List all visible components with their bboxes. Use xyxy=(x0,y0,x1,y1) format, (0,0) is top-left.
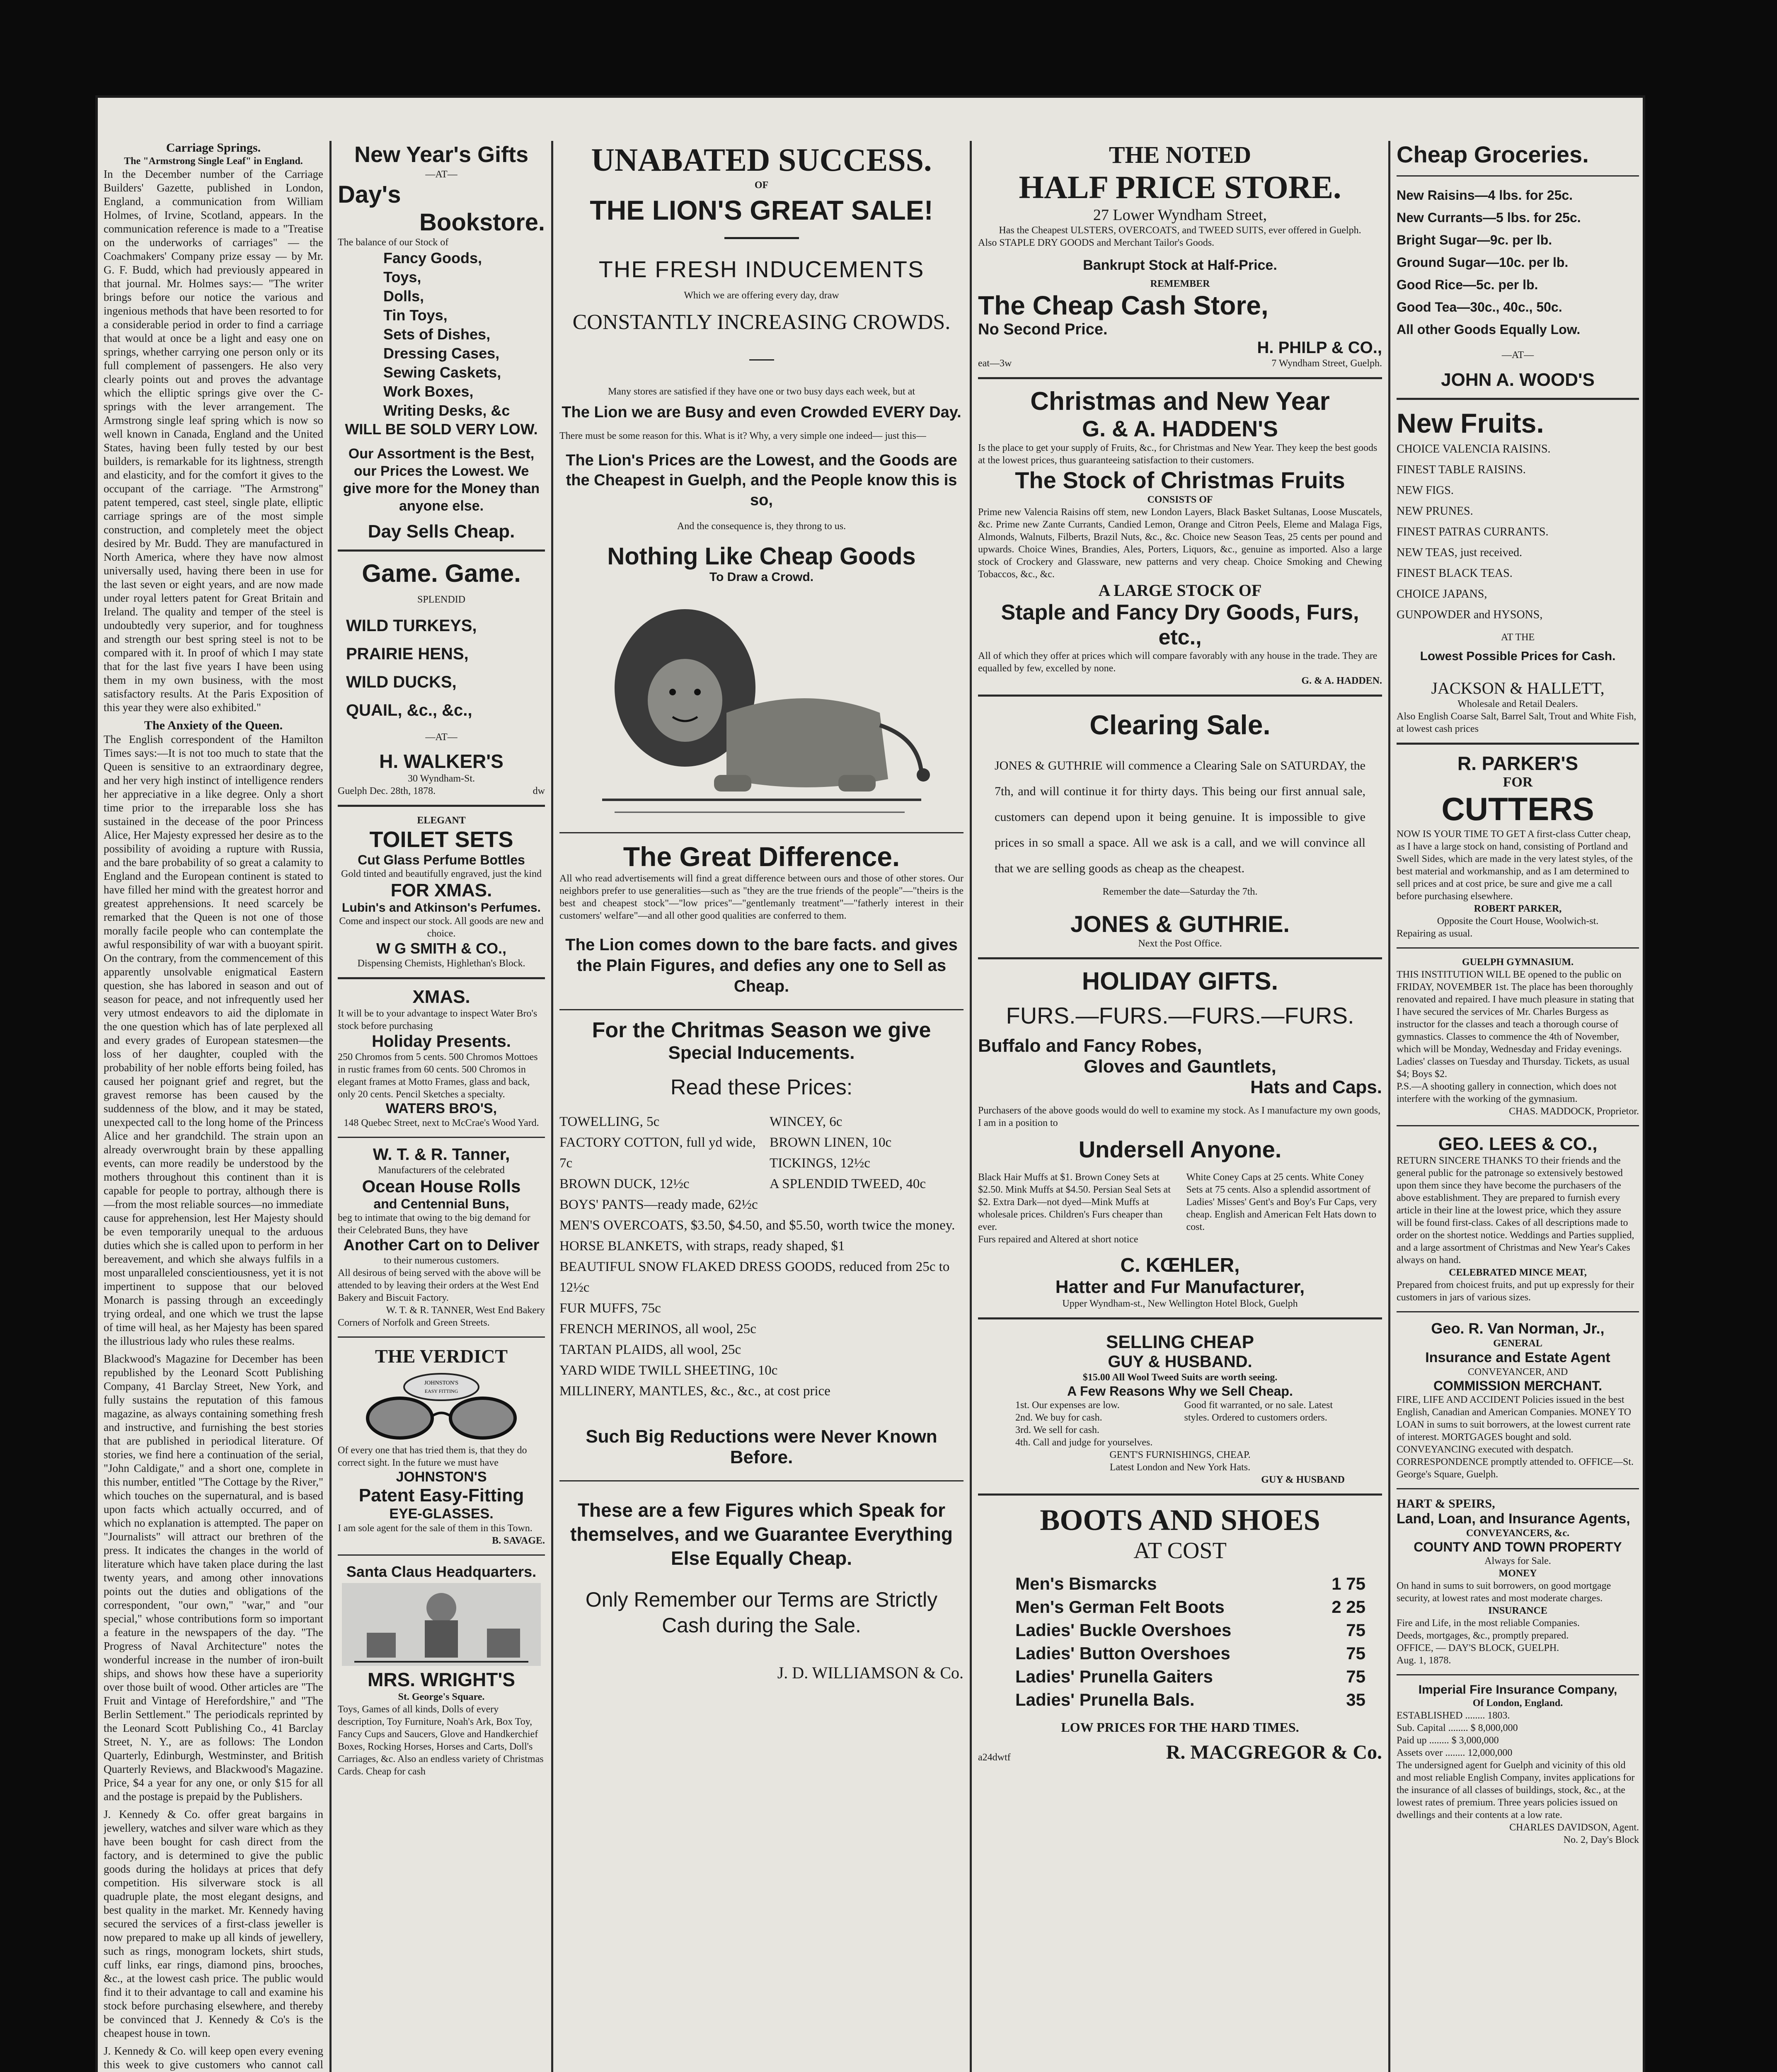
list-item: Ladies' Prunella Bals. 35 xyxy=(1015,1690,1365,1709)
ad-headline: G. & A. HADDEN'S xyxy=(1082,416,1278,441)
ad-headline: Only Remember our Terms are Strictly Cash during the Sale. xyxy=(585,1588,938,1637)
ad-headline: HALF PRICE STORE. xyxy=(1019,169,1341,205)
ad-title: JOHNSTON'S xyxy=(396,1469,487,1485)
price-item: MILLINERY, MANTLES, &c., &c., at cost price xyxy=(559,1384,830,1399)
list-item: Good Tea—30c., 40c., 50c. xyxy=(1397,300,1562,315)
ad-text: Corners of Norfolk and Green Streets. xyxy=(338,1317,490,1328)
article-heading: Carriage Springs. xyxy=(166,141,261,155)
list-item: 4th. Call and judge for yourselves. xyxy=(1015,1437,1153,1448)
ad-title: Santa Claus Headquarters. xyxy=(346,1563,537,1580)
ad-headline: GEO. LEES & CO., xyxy=(1438,1134,1598,1154)
ad-text: White Coney Caps at 25 cents. White Coney Sets at 75 cents. Also a splendid assortment of Ladies' Misses' Gent's and Boy's Fur Caps, very cheap. English and American Felt Hats down to cost. xyxy=(1186,1172,1377,1232)
ad-text: Assets over ........ 12,000,000 xyxy=(1397,1748,1513,1758)
ad-text: THIS INSTITUTION WILL BE opened to the public on FRIDAY, NOVEMBER 1st. The place has been thoroughly renovated and repaired. I have much pleasure in stating that I have secured the services of Mr. Charles Burgess as instructor for the classes and teach a thorough course of gymnastics. Classes to commence the 4th of November, which will be Monday, Wednesday and Friday evenings. Ladies' classes on Tuesday and Thursday. Tickets, as usual $4; Boys $2. xyxy=(1397,969,1634,1080)
list-item: Toys, xyxy=(383,269,421,286)
list-item: Tin Toys, xyxy=(383,307,448,324)
list-item: NEW TEAS, just received. xyxy=(1397,546,1523,559)
santa-claus-illustration xyxy=(342,1583,541,1666)
ad-text: Is the place to get your supply of Fruits, &c., for Christmas and New Year. They keep the best goods at the lowest prices, thus guaranteeing satisfaction to their customers. xyxy=(978,443,1378,466)
ad-text: Our Assortment is the Best, our Prices the Lowest. We give more for the Money than anyone else. xyxy=(343,446,540,514)
ad-title: Patent Easy-Fitting xyxy=(358,1485,524,1506)
list-item: All other Goods Equally Low. xyxy=(1397,322,1581,337)
ad-headline: The Stock of Christmas Fruits xyxy=(1015,467,1345,493)
ad-text: P.S.—A shooting gallery in connection, which does not interfere with the working of the gymnasium. xyxy=(1397,1081,1617,1104)
price-item: YARD WIDE TWILL SHEETING, 10c xyxy=(559,1363,778,1378)
ad-text: 30 Wyndham-St. xyxy=(407,773,475,784)
price-item: BEAUTIFUL SNOW FLAKED DRESS GOODS, reduced from 25c to 12½c xyxy=(559,1259,950,1295)
ad-headline: CUTTERS xyxy=(1441,791,1594,827)
list-item: GUNPOWDER and HYSONS, xyxy=(1397,608,1543,621)
list-item: Ladies' Buckle Overshoes 75 xyxy=(1015,1620,1365,1640)
list-item: NEW PRUNES. xyxy=(1397,505,1473,518)
ad-footer xyxy=(978,357,1382,370)
ad-code: eat—3w xyxy=(978,358,1012,369)
ad-signature: W. T. & R. TANNER, West End Bakery xyxy=(386,1305,545,1316)
price-item: TICKINGS, 12½c xyxy=(770,1156,870,1171)
ad-headline: HOLIDAY GIFTS. xyxy=(1082,967,1278,995)
list-item: Sewing Caskets, xyxy=(383,364,501,381)
ad-footer xyxy=(338,785,545,797)
ad-headline: JONES & GUTHRIE. xyxy=(1070,911,1290,937)
column-ads-right xyxy=(1397,141,1639,2072)
ad-title: XMAS. xyxy=(412,987,470,1007)
ad-headline: Undersell Anyone. xyxy=(1078,1136,1282,1162)
ad-headline: R. PARKER'S xyxy=(1457,753,1578,774)
price-item: FACTORY COTTON, full yd wide, 7c xyxy=(559,1135,756,1171)
ad-text: SPLENDID xyxy=(417,594,465,605)
price-item: FRENCH MERINOS, all wool, 25c xyxy=(559,1322,756,1336)
ad-text: Latest London and New York Hats. xyxy=(1109,1462,1251,1473)
ad-text: Always for Sale. xyxy=(1484,1556,1551,1566)
list-item: Ground Sugar—10c. per lb. xyxy=(1397,255,1569,270)
ad-headline: These are a few Figures which Speak for themselves, and we Guarantee Everything Else Equally Cheap. xyxy=(570,1499,953,1569)
column-rule xyxy=(551,141,553,2072)
list-item: Writing Desks, &c xyxy=(383,402,510,419)
ad-headline: Special Inducements. xyxy=(668,1043,855,1063)
list-item: QUAIL, &c., &c., xyxy=(346,701,472,719)
ad-text: I am sole agent for the sale of them in this Town. xyxy=(338,1523,533,1534)
list-item: Dressing Cases, xyxy=(383,345,500,362)
ad-title: FOR XMAS. xyxy=(390,880,492,900)
ad-text: CONVEYANCERS, &c. xyxy=(1466,1528,1570,1539)
ad-headline: FURS.—FURS.—FURS.—FURS. xyxy=(1006,1002,1354,1029)
ad-address: 7 Wyndham Street, Guelph. xyxy=(1271,358,1382,369)
ad-headline: AT COST xyxy=(1133,1538,1227,1564)
ad-text: ESTABLISHED ........ 1803. xyxy=(1397,1710,1510,1721)
price-item: MEN'S OVERCOATS, $3.50, $4.50, and $5.50, worth twice the money. xyxy=(559,1218,955,1233)
ad-text: Gloves and Gauntlets, xyxy=(1084,1056,1276,1077)
ad-headline: JACKSON & HALLETT, xyxy=(1431,679,1605,697)
list-item: FINEST TABLE RAISINS. xyxy=(1397,463,1526,476)
price-item: TOWELLING, 5c xyxy=(559,1114,660,1129)
price-item: HORSE BLANKETS, with straps, ready shaped, $1 xyxy=(559,1239,845,1254)
ad-text: There must be some reason for this. What is it? Why, a very simple one indeed— just this— xyxy=(559,431,926,441)
ad-signature: CHAS. MADDOCK, Proprietor. xyxy=(1508,1106,1639,1117)
ad-headline: The Great Difference. xyxy=(623,841,900,872)
ad-headline: THE NOTED xyxy=(1109,141,1252,168)
ad-headline: CONSTANTLY INCREASING CROWDS. xyxy=(572,310,951,334)
ad-text: CONSISTS OF xyxy=(1147,494,1213,505)
ad-text: Buffalo and Fancy Robes, xyxy=(978,1036,1202,1056)
column-rule xyxy=(970,141,972,2072)
ad-headline: Imperial Fire Insurance Company, xyxy=(1418,1683,1617,1697)
ad-text: Of London, England. xyxy=(1472,1698,1563,1709)
ad-text: Manufacturers of the celebrated xyxy=(378,1165,505,1176)
list-item: Dolls, xyxy=(383,288,424,305)
ad-headline: HART & SPEIRS, xyxy=(1397,1497,1495,1510)
ad-text: RETURN SINCERE THANKS TO their friends and the general public for the patronage so extensively bestowed upon them since they have become the purchasers of the above establishment. They are prepared to furnish every article in their line at the lowest price, which they assure will be found first-class. Cakes of all descriptions made to order on the shortest notice. Weddings and Parties supplied, and a large assortment of Christmas and New Year's Cakes always on hand. xyxy=(1397,1155,1634,1266)
ad-item-list xyxy=(338,249,545,420)
ad-text: A Few Reasons Why we Sell Cheap. xyxy=(1067,1384,1293,1399)
ad-title: MRS. WRIGHT'S xyxy=(368,1669,515,1690)
ad-address: No. 2, Day's Block xyxy=(1563,1835,1639,1845)
ad-text: Many stores are satisfied if they have one or two busy days each week, but at xyxy=(608,386,915,397)
ad-text: Fire and Life, in the most reliable Companies. xyxy=(1397,1618,1580,1629)
ad-text: Cut Glass Perfume Bottles xyxy=(358,852,525,867)
ad-text: 250 Chromos from 5 cents. 500 Chromos Mottoes in rustic frames from 60 cents. 500 Chromos in elegant frames at Motto Frames, glass and back, only 20 cents. Pencil Sketches a specialty. xyxy=(338,1052,538,1100)
ad-signature: R. MACGREGOR & Co. xyxy=(1166,1741,1382,1763)
price-item: TARTAN PLAIDS, all wool, 25c xyxy=(559,1342,741,1357)
badge-text: JOHNSTON'S xyxy=(424,1380,459,1386)
ad-text: to their numerous customers. xyxy=(383,1255,499,1266)
article-text: In the December number of the Carriage Builders' Gazette, published in London, England, a communication from William Holmes, of Irvine, Scotland, appears. In the communication reference is made to a "Treatise on the underworks of carriages" — the Coachmakers' Company prize essay — by Mr. G. F. Budd, which had previously appeared in that journal. Mr. Holmes says:— "The writer brings before our notice the various and ingenious methods that have been resorted to for a considerable period in order to find a carriage that would at once be a light and easy one on springs, whether carrying one person only or its full complement of passengers. He also very clearly points out and proves the advantage which the elliptic springs give over the C-springs with the lever arrangement. The Armstrong single leaf spring which is now so well known in Canada, England and the United States, having been fully tested by our best builders, is remarkable for its lightness, strength and elasticity, and for the comfort it gives to the occupant of the carriage. "The Armstrong" patent tempered, cast steel, single plate, elliptic carriage springs are of the most simple construction, and completely meet the object desired by Mr. Budd. They are manufactured in North America, where they have now almost universally used, having there been in use for the last seven or eight years, and are now made under royal letters patent for Great Britain and Ireland. The quality and temper of the steel is undoubtedly very superior, and for toughness and strength our best spring steel is not to be compared with it. In proof of which I may state that for the last five years I have been using them in my own business, with the most satisfactory results. At the Paris Exposition of this year they were also exhibited." xyxy=(104,168,323,714)
ad-signature: G. & A. HADDEN. xyxy=(1301,675,1382,686)
ad-text: The Lion's Prices are the Lowest, and the Goods are the Cheapest in Guelph, and the People know this is so, xyxy=(566,452,957,509)
ad-text: The balance of our Stock of xyxy=(338,237,449,248)
ad-headline: Hatter and Fur Manufacturer, xyxy=(1055,1277,1305,1297)
list-item: NEW FIGS. xyxy=(1397,484,1454,497)
list-item: Fancy Goods, xyxy=(383,249,482,266)
ad-text: St. George's Square. xyxy=(398,1692,485,1702)
ad-headline: Read these Prices: xyxy=(670,1075,853,1099)
ad-text: Furs repaired and Altered at short notice xyxy=(978,1234,1138,1245)
ad-title: Another Cart on to Deliver xyxy=(343,1237,540,1254)
ad-text: FOR xyxy=(1503,775,1533,790)
ad-text: Sub. Capital ........ $ 8,000,000 xyxy=(1397,1723,1518,1733)
ad-text: LOW PRICES FOR THE HARD TIMES. xyxy=(1061,1720,1299,1735)
ad-headline: COUNTY AND TOWN PROPERTY xyxy=(1414,1539,1622,1554)
ad-headline: Nothing Like Cheap Goods xyxy=(607,543,916,570)
ad-text: All of which they offer at prices which will compare favorably with any house in the trade. They are equalled by few, excelled by none. xyxy=(978,651,1378,674)
ad-headline: Clearing Sale. xyxy=(1089,709,1271,740)
list-item: PRAIRIE HENS, xyxy=(346,645,469,663)
ad-signature: CHARLES DAVIDSON, Agent. xyxy=(1509,1822,1639,1833)
ad-text: Hats and Caps. xyxy=(1250,1077,1382,1097)
article-text: J. Kennedy & Co. will keep open every evening this week to give customers who cannot call xyxy=(104,2045,323,2071)
ad-text: Of every one that has tried them is, that they do correct sight. In the future we must have xyxy=(338,1445,527,1468)
ad-text: Next the Post Office. xyxy=(1138,938,1222,949)
ad-text: To Draw a Crowd. xyxy=(709,570,814,584)
ad-text: Which we are offering every day, draw xyxy=(684,290,839,301)
list-item: Good Rice—5c. per lb. xyxy=(1397,277,1538,292)
guy-husband-ad xyxy=(1015,1332,1345,1486)
ad-text: The undersigned agent for Guelph and vicinity of this old and most reliable English Company, invites applications for the insurance of all classes of buildings, stock, &c., at the lowest rates of premium. Three years policies issued on dwellings and their contents at a low rate. xyxy=(1397,1760,1635,1820)
ad-headline: C. KŒHLER, xyxy=(1120,1254,1240,1276)
ad-title: TOILET SETS xyxy=(369,827,513,852)
ad-text: WILL BE SOLD VERY LOW. xyxy=(345,421,538,438)
ad-text: The Lion we are Busy and even Crowded EVERY Day. xyxy=(562,404,961,421)
price-item: FUR MUFFS, 75c xyxy=(559,1301,661,1316)
column-lion-sale xyxy=(559,141,964,2072)
ad-text: Gold tinted and beautifully engraved, just the kind xyxy=(341,869,542,879)
ad-text: Lubin's and Atkinson's Perfumes. xyxy=(342,901,541,915)
ad-text: On hand in sums to suit borrowers, on good mortgage security, at lowest rates and most moderate charges. xyxy=(1397,1581,1611,1604)
ad-text: GENERAL xyxy=(1493,1338,1542,1349)
ad-headline: Christmas and New Year xyxy=(1030,387,1330,416)
ad-title: H. WALKER'S xyxy=(379,750,504,772)
ad-text: FIRE, LIFE AND ACCIDENT Policies issued in the best English, Canadian and American Companies. MONEY TO LOAN in sums to suit borrowers, at the lowest current rate of interest. MORTGAGES bought and sold. CONVEYANCING executed with despatch. CORRESPONDENCE promptly attended to. OFFICE—St. George's Square, Guelph. xyxy=(1397,1394,1634,1480)
article-text: The English correspondent of the Hamilton Times says:—It is not too much to state that the Queen is sensitive to an extraordinary degree, and her very high instinct of intelligence renders her appreciative in a like degree. Only a short time prior to the irreparable loss she has sustained in the decease of the poor Princess Alice, Her Majesty expressed her desire as to the possibility of avoiding a rupture with Russia, and the bare probability of so great a calamity to England and the European continent is stated to have filled her mind with the greatest horror and greatest apprehensions. It need scarcely be remarked that the Queen is not one of those morally facile people who can contemplate the awful responsibility of war with a buoyant spirit. On the contrary, from the commencement of this apparently unsolvable enigmatical Eastern question, she has labored in season and out of season for peace, and not infrequently used her very utmost endeavors to aid the diplomate in the one question which has of late perplexed all and every grades of European statesmen—the loss of her daughter, coupled with the probability of her noble efforts being foiled, has caused her poignant grief and regret, but the gravest remorse has been caused by the suddenness of the blow, and it may be stated, unexpected call to the long home of the Princess Alice and her grandchild. The strain upon an already overwrought brain by these appalling events, can more readily be understood by the mothers throughout this continent than it is capable for people to portray, although there is—from the most reliable sources—no immediate cause for apprehension, lest Her Majesty should be even temporarily unequal to the arduous duties which she is called upon to perform in her bereavement, and which she always fulfils in a most unparalleled conscientiousness, yet it is not impertinent to suppose that our beloved Monarch is passing through an exceedingly trying ordeal, and one which we trust the lapse of time will heal, as her Majesty has been spared the illustrious lady who rules these realms. xyxy=(104,733,323,1347)
list-item: 3rd. We sell for cash. xyxy=(1015,1425,1099,1435)
ad-title: Ocean House Rolls xyxy=(362,1176,521,1196)
ad-signature: H. PHILP & CO., xyxy=(1257,339,1382,357)
ad-text: Black Hair Muffs at $1. Brown Coney Sets at $2.50. Mink Muffs at $4.50. Persian Seal Sets at $2. Extra Dark—not dyed—Mink Muffs at wholesale prices. Children's Furs cheaper than ever. xyxy=(978,1172,1171,1232)
ad-text: No Second Price. xyxy=(978,321,1108,338)
ad-text: Bankrupt Stock at Half-Price. xyxy=(1083,257,1277,273)
ad-signature: GUY & HUSBAND xyxy=(1261,1474,1345,1485)
ad-title: Day's xyxy=(338,181,401,208)
lion-illustration xyxy=(590,588,934,825)
ad-title: Holiday Presents. xyxy=(372,1032,511,1051)
list-item: FINEST PATRAS CURRANTS. xyxy=(1397,525,1549,538)
ad-text: MONEY xyxy=(1499,1568,1537,1579)
ad-text: —AT— xyxy=(425,732,458,743)
fur-price-list xyxy=(978,1171,1382,1233)
ad-text: Remember the date—Saturday the 7th. xyxy=(1102,886,1258,897)
ad-text: OFFICE, — DAY'S BLOCK, GUELPH. xyxy=(1397,1643,1559,1653)
ad-text: Wholesale and Retail Dealers. xyxy=(1457,699,1578,709)
ad-headline: SELLING CHEAP xyxy=(1106,1332,1254,1352)
ad-title: EYE-GLASSES. xyxy=(389,1506,494,1522)
ad-text: CONVEYANCER, AND xyxy=(1467,1367,1568,1377)
list-item: FINEST BLACK TEAS. xyxy=(1397,567,1513,580)
ad-headline: GUY & HUSBAND. xyxy=(1108,1353,1252,1371)
ad-text: All desirous of being served with the above will be attended to by leaving their orders at the West End Bakery and Biscuit Factory. xyxy=(338,1268,541,1303)
eyeglasses-illustration xyxy=(354,1370,528,1441)
ad-headline: UNABATED SUCCESS. xyxy=(591,142,932,178)
ad-text: and Centennial Buns, xyxy=(373,1196,509,1211)
ad-signature: ROBERT PARKER, xyxy=(1474,903,1562,914)
ad-title: Game. Game. xyxy=(362,559,521,587)
ad-text: And the consequence is, they throng to us. xyxy=(677,521,846,532)
list-item: Bright Sugar—9c. per lb. xyxy=(1397,232,1552,247)
list-item: 1st. Our expenses are low. xyxy=(1015,1400,1120,1411)
price-item: WINCEY, 6c xyxy=(770,1114,843,1129)
ad-headline: Insurance and Estate Agent xyxy=(1425,1350,1610,1365)
list-item: WILD TURKEYS, xyxy=(346,617,477,635)
ad-headline: THE FRESH INDUCEMENTS xyxy=(598,256,925,282)
ad-text: Prime new Valencia Raisins off stem, new London Layers, Black Basket Sultanas, Loose Muscatels, &c. Prime new Zante Currants, Candied Lemon, Orange and Citron Peels, Eleme and Malaga Figs, Almonds, Walnuts, Filberts, Brazil Nuts, &c., &c. Choice new Season Teas, 25 cents per pound and upwards. Choice Wines, Brandies, Ales, Porters, Liquors, &c., genuine as imported. Also a large stock of Crockery and Glassware, new patterns and very cheap. Choice Smoking and Chewing Tobaccos, &c., &c. xyxy=(978,507,1382,580)
ad-headline: Such Big Reductions were Never Known Before. xyxy=(586,1426,937,1467)
ad-title: WATERS BRO'S, xyxy=(385,1101,497,1116)
ad-headline: Geo. R. Van Norman, Jr., xyxy=(1431,1320,1605,1337)
list-item: Men's German Felt Boots 2 25 xyxy=(1015,1597,1365,1617)
list-item: New Raisins—4 lbs. for 25c. xyxy=(1397,188,1573,203)
ad-text: GENT'S FURNISHINGS, CHEAP. xyxy=(1109,1450,1251,1460)
ad-headline: COMMISSION MERCHANT. xyxy=(1433,1378,1603,1393)
price-list-two-column xyxy=(559,1111,964,1215)
ad-text: Prepared from choicest fruits, and put up expressly for their customers in jars of various sizes. xyxy=(1397,1280,1634,1303)
ad-text: CELEBRATED MINCE MEAT, xyxy=(1449,1267,1587,1278)
ad-text: Repairing as usual. xyxy=(1397,928,1473,939)
ad-text: 27 Lower Wyndham Street, xyxy=(1093,206,1267,224)
svg-text:EASY FITTING: EASY FITTING xyxy=(424,1388,458,1394)
ad-text: OF xyxy=(754,180,769,191)
ad-code: dw xyxy=(533,786,545,796)
ad-text: Dispensing Chemists, Highlethan's Block. xyxy=(357,958,525,969)
ad-title: THE VERDICT xyxy=(375,1346,508,1367)
ad-text: NOW IS YOUR TIME TO GET A first-class Cutter cheap, as I have a large stock on hand, consisting of Portland and Swell Sides, which are made in the very latest styles, of the best material and workmanship, and as I am determined to sell prices and at cost price, be sure and give me a call before purchasing elsewhere. xyxy=(1397,829,1633,902)
column-rule xyxy=(1388,141,1390,2072)
ad-headline: Land, Loan, and Insurance Agents, xyxy=(1397,1511,1630,1527)
price-item: BROWN LINEN, 10c xyxy=(770,1135,892,1150)
ad-title: Bookstore. xyxy=(419,209,545,236)
ad-text: AT THE xyxy=(1501,632,1535,643)
ad-headline: BOOTS AND SHOES xyxy=(1040,1503,1320,1537)
ad-headline: New Fruits. xyxy=(1397,408,1544,438)
price-item: BOYS' PANTS—ready made, 62½c xyxy=(559,1197,758,1212)
ad-text: A LARGE STOCK OF xyxy=(1098,581,1262,600)
ad-title: New Year's Gifts xyxy=(354,142,529,167)
article-heading: The Anxiety of the Queen. xyxy=(144,719,283,732)
list-item: CHOICE JAPANS, xyxy=(1397,588,1487,600)
article-text: J. Kennedy & Co. offer great bargains in jewellery, watches and silver ware which as they have been bought for cash direct from the factory, and is determined to give the public goods during the holidays at prices that defy competition. His silverware stock is all quadruple plate, the most elegant designs, and best quality in the market. Mr. Kennedy having secured the services of a first-class jeweller is now prepared to make up all kinds of jewellery, such as rings, monogram lockets, shirt studs, cuff links, ear rings, diamond pins, brooches, &c., at the lowest cash price. The public would find it to their advantage to call and examine his stock before purchasing elsewhere, and thereby be convinced that J. Kennedy & Co's is the cheapest house in town. xyxy=(104,1808,323,2039)
list-item: Men's Bismarcks 1 75 xyxy=(1015,1574,1365,1593)
ad-title: W G SMITH & CO., xyxy=(376,940,506,957)
ad-headline: THE LION'S GREAT SALE! xyxy=(590,195,933,225)
ad-text: Opposite the Court House, Woolwich-st. xyxy=(1437,916,1599,927)
ad-text: Come and inspect our stock. All goods are new and choice. xyxy=(339,916,544,939)
list-item: Ladies' Prunella Gaiters 75 xyxy=(1015,1667,1365,1686)
ad-text: ELEGANT xyxy=(417,815,466,826)
ad-text: Day Sells Cheap. xyxy=(368,521,515,542)
list-item: Work Boxes, xyxy=(383,383,474,400)
ad-footer xyxy=(978,1741,1382,1764)
ad-text: $15.00 All Wool Tweed Suits are worth seeing. xyxy=(1082,1372,1278,1383)
ad-title: W. T. & R. Tanner, xyxy=(373,1145,510,1164)
list-item: New Currants—5 lbs. for 25c. xyxy=(1397,210,1581,225)
ad-text: Purchasers of the above goods would do well to examine my stock. As I manufacture my own goods, I am in a position to xyxy=(978,1105,1381,1128)
list-item: CHOICE VALENCIA RAISINS. xyxy=(1397,443,1551,455)
ad-text: Deeds, mortgages, &c., promptly prepared. xyxy=(1397,1630,1569,1641)
ad-headline: The Cheap Cash Store, xyxy=(978,290,1269,320)
ad-text: Lowest Possible Prices for Cash. xyxy=(1420,649,1616,663)
ad-text: REMEMBER xyxy=(1150,278,1210,289)
ad-text: 148 Quebec Street, next to McCrae's Wood Yard. xyxy=(344,1118,539,1128)
ad-text: Also STAPLE DRY GOODS and Merchant Tailor's Goods. xyxy=(978,237,1215,248)
ad-text: The Lion comes down to the bare facts. and gives the Plain Figures, and defies any one to Sell as Cheap. xyxy=(565,936,958,995)
ad-text: Has the Cheapest ULSTERS, OVERCOATS, and TWEED SUITS, ever offered in Guelph. xyxy=(999,225,1361,236)
ad-text: It will be to your advantage to inspect Water Bro's stock before purchasing xyxy=(338,1008,537,1031)
price-item: BROWN DUCK, 12½c xyxy=(559,1176,690,1191)
ad-text: —AT— xyxy=(425,169,458,180)
column-ads-center xyxy=(978,141,1382,2072)
ad-headline: Cheap Groceries. xyxy=(1397,141,1589,167)
ad-signature: J. D. WILLIAMSON & Co. xyxy=(777,1663,964,1682)
ad-text: Upper Wyndham-st., New Wellington Hotel Block, Guelph xyxy=(1062,1298,1298,1309)
ad-signature: B. SAVAGE. xyxy=(492,1535,545,1546)
column-ads-left xyxy=(338,141,545,2072)
newspaper-page xyxy=(95,95,1645,2072)
shoe-price-list xyxy=(978,1572,1382,1711)
column-rule xyxy=(329,141,332,2072)
ad-text: Good fit warranted, or no sale. Latest styles. Ordered to customers orders. xyxy=(1184,1400,1333,1423)
ad-text: —AT— xyxy=(1501,350,1534,361)
ad-date: Aug. 1, 1878. xyxy=(1397,1655,1451,1666)
column-news xyxy=(104,141,323,2072)
ad-text: JONES & GUTHRIE will commence a Clearing Sale on SATURDAY, the 7th, and will continue it for thirty days. This being our first annual sale, customers can depend upon it being genuine. It is impossible to give prices in so small a space. All we ask is a call, and we will convince all that we are selling goods as cheap as the cheapest. xyxy=(995,759,1365,875)
ad-date: Guelph Dec. 28th, 1878. xyxy=(338,786,436,796)
article-text: Blackwood's Magazine for December has been republished by the Leonard Scott Publishing Company, 41 Barclay Street, New York, and fully sustains the reputation of this famous magazine, as always containing something fresh and instructive, and furnishing the best stories that are published in periodical literature. Of stories, we find here a continuation of the serial, "John Caldigate," and a short one, complete in this number, entitled "The Cottage by the River," which touches on the supernatural, and is based upon facts which actually occurred, and of which no explanation is attempted. The paper on "Journalists" will attract our brethren of the press. It indicates the changes in the world of literature which have taken place during the last twenty years, and among other innovations points out the duties and obligations of the correspondent, "our own," "war," and "our special," whose contributions form so important a feature in the newspapers of the day. "The Progress of Naval Architecture" notes the wonderful increase in the number of iron-built ships, and shows how these have a superiority over those built of wood. Other articles are "The Fruit and Vintage of Herefordshire," and "The Berlin Settlement." The periodicals reprinted by the Leonard Scott Publishing Co., 41 Barclay Street, N. Y., are as follows: The London Quarterly, Edinburgh, Westminster, and British Quarterly Reviews, and Blackwood's Magazine. Price, $4 a year for any one, or only $15 for all and the postage is prepaid by the Publishers. xyxy=(104,1353,323,1803)
ad-headline: GUELPH GYMNASIUM. xyxy=(1462,957,1574,968)
ad-headline: Staple and Fancy Dry Goods, Furs, etc., xyxy=(1001,600,1359,649)
ad-text: Toys, Games of all kinds, Dolls of every description, Toy Furniture, Noah's Ark, Box Toy, Fancy Cups and Saucers, Glove and Handkerchief Boxes, Rocking Horses, Horses and Carts, Doll's Carriages, &c. Also an endless variety of Christmas Cards. Cheap for cash xyxy=(338,1704,544,1777)
ad-text: beg to intimate that owing to the big demand for their Celebrated Buns, they have xyxy=(338,1213,530,1236)
list-item: WILD DUCKS, xyxy=(346,673,457,691)
ad-text: All who read advertisements will find a great difference between ours and those of other stores. Our neighbors prefer to use generalities—such as "they are the true friends of the people"—"theirs is the best and cheapest stock"—"low prices"—"gentlemanly treatment"—"fatherly interest in their customers' welfare"—and all other good qualities are conferred to them. xyxy=(559,873,964,921)
list-item: Ladies' Button Overshoes 75 xyxy=(1015,1644,1365,1663)
list-item: 2nd. We buy for cash. xyxy=(1015,1412,1102,1423)
ad-text: INSURANCE xyxy=(1488,1605,1547,1616)
list-item: Sets of Dishes, xyxy=(383,326,491,343)
ad-text: Also English Coarse Salt, Barrel Salt, Trout and White Fish, at lowest cash prices xyxy=(1397,711,1637,734)
ad-headline: JOHN A. WOOD'S xyxy=(1441,370,1595,390)
price-item: A SPLENDID TWEED, 40c xyxy=(770,1176,926,1191)
ad-headline: For the Chritmas Season we give xyxy=(592,1018,931,1042)
ad-text: Paid up ........ $ 3,000,000 xyxy=(1397,1735,1499,1746)
article-subheading: The "Armstrong Single Leaf" in England. xyxy=(124,156,303,167)
ad-code: a24dwtf xyxy=(978,1752,1011,1763)
